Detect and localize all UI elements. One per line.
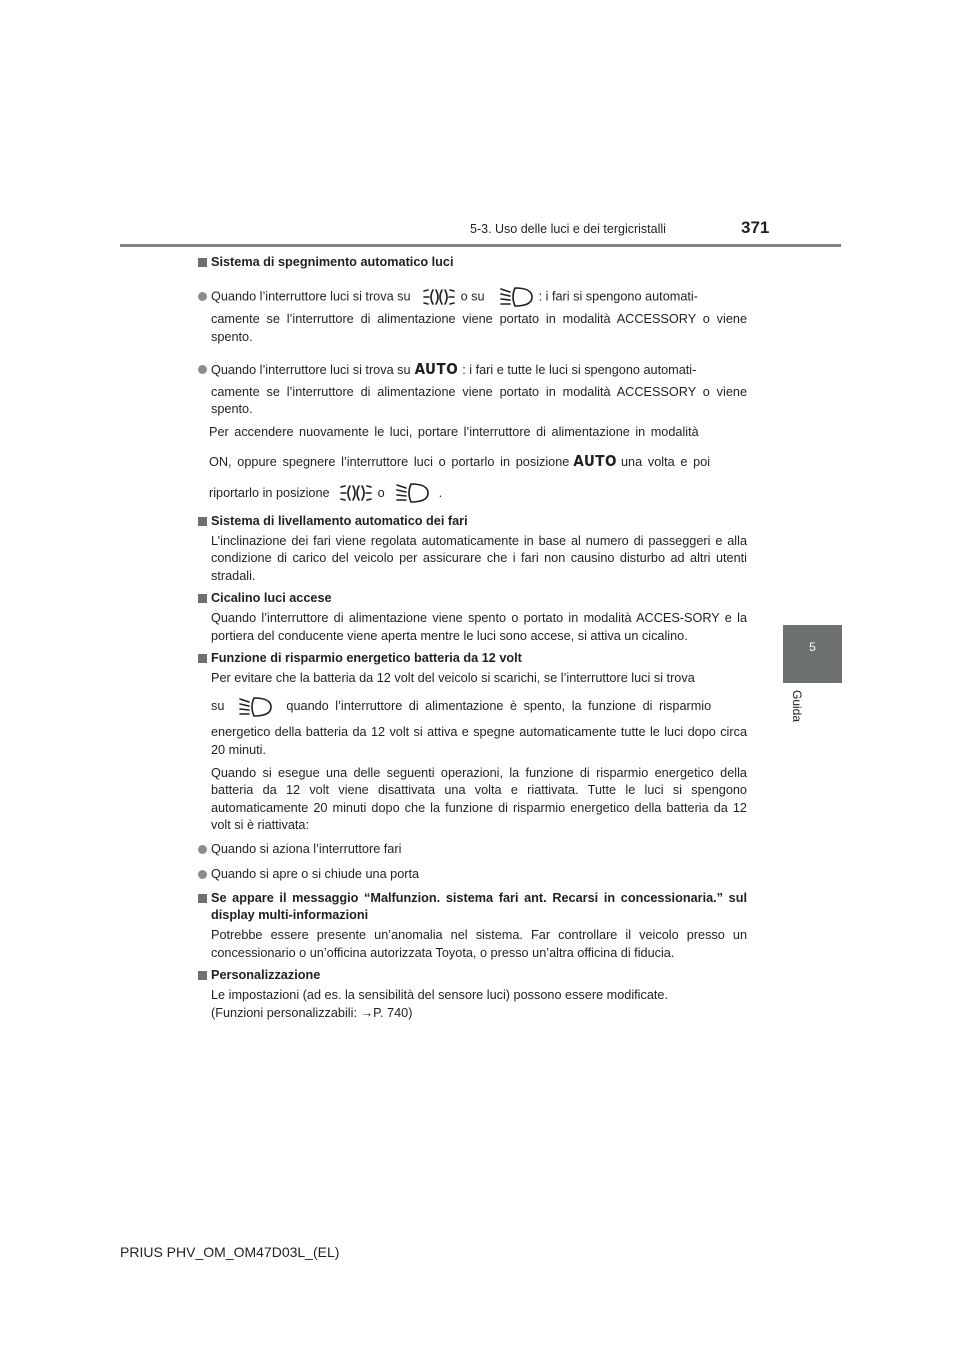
- round-bullet-icon: [198, 870, 207, 879]
- header-section-title: 5-3. Uso delle luci e dei tergicristalli: [470, 222, 666, 236]
- paragraph: energetico della batteria da 12 volt si attiva e spegne automaticamente tutte le luci dopo circa 20 minuti.: [211, 725, 747, 757]
- cross-reference: (Funzioni personalizzabili: →P. 740): [211, 1005, 413, 1020]
- section-heading: [198, 650, 747, 667]
- square-bullet-icon: [198, 894, 207, 903]
- square-bullet-icon: [198, 258, 207, 267]
- header-rule: [120, 244, 841, 247]
- square-bullet-icon: [198, 654, 207, 663]
- auto-mode-icon: AUTO: [414, 359, 459, 378]
- low-beam-headlight-icon: [238, 696, 272, 718]
- paragraph: Per evitare che la batteria da 12 volt del veicolo si scarichi, se l’interruttore luci si trova: [211, 671, 695, 686]
- section-heading: [198, 890, 747, 925]
- footer-document-code: PRIUS PHV_OM_OM47D03L_(EL): [120, 1244, 340, 1260]
- section-heading: [198, 590, 747, 607]
- paragraph: ON, oppure spegnere l’interruttore luci o portarlo in posizione AUTO una volta e poi: [209, 451, 711, 470]
- heading-text: Funzione di risparmio energetico batteria da 12 volt: [211, 650, 522, 665]
- paragraph: Quando l’interruttore di alimentazione viene spento o portato in modalità ACCES-SORY e la portiera del conducente viene aperta mentre le luci sono accese, si attiva un cicalino.: [211, 611, 747, 643]
- list-item: Quando si aziona l’interruttore fari: [198, 841, 747, 858]
- heading-text: Sistema di spegnimento automatico luci: [211, 255, 454, 269]
- heading-text: Sistema di livellamento automatico dei fari: [211, 513, 468, 528]
- chapter-tab-label: Guida: [790, 690, 804, 723]
- section-heading: [198, 513, 747, 530]
- paragraph: Le impostazioni (ad es. la sensibilità del sensore luci) possono essere modificate.: [211, 988, 668, 1003]
- parking-lights-icon: [340, 483, 372, 504]
- list-item: Quando si apre o si chiude una porta: [198, 866, 747, 883]
- chapter-tab: [783, 625, 842, 683]
- paragraph: Potrebbe essere presente un’anomalia nel sistema. Far controllare il veicolo presso un concessionario o un’officina autorizzata Toyota, o presso un’altra officina di fiducia.: [211, 928, 747, 960]
- round-bullet-icon: [198, 365, 207, 374]
- paragraph: riportarlo in posizione o .: [209, 482, 747, 504]
- list-item: Quando l’interruttore luci si trova su AUTO : i fari e tutte le luci si spengono automati-: [198, 359, 747, 380]
- parking-lights-icon: [423, 287, 455, 308]
- square-bullet-icon: [198, 971, 207, 980]
- chapter-tab-number: 5: [809, 640, 816, 654]
- square-bullet-icon: [198, 594, 207, 603]
- paragraph: Quando si esegue una delle seguenti operazioni, la funzione di risparmio energetico della batteria da 12 volt viene disattivata una volta e riattivata. Tutte le luci si spengono automaticamente 20 minuti dopo che la funzione di risparmio energetico della batteria da 12 volt si è riattivata:: [211, 766, 747, 832]
- list-item-continuation: camente se l’interruttore di alimentazione viene portato in modalità ACCESSORY o viene spento.: [211, 384, 747, 417]
- list-item: Quando l’interruttore luci si trova su o su : i fari si spengono automati-: [198, 286, 747, 307]
- round-bullet-icon: [198, 292, 207, 301]
- heading-text: Se appare il messaggio “Malfunzion. sistema fari ant. Recarsi in concessionaria.” sul display multi-informazioni: [211, 890, 747, 923]
- auto-mode-icon: AUTO: [573, 451, 617, 470]
- round-bullet-icon: [198, 845, 207, 854]
- page-number: 371: [741, 218, 770, 237]
- list-item-continuation: camente se l’interruttore di alimentazione viene portato in modalità ACCESSORY o viene spento.: [211, 312, 747, 344]
- heading-text: Personalizzazione: [211, 968, 321, 983]
- low-beam-headlight-icon: [395, 482, 429, 504]
- paragraph: L’inclinazione dei fari viene regolata automaticamente in base al numero di passeggeri e alla condizione di carico del veicolo per assicurare che i fari non causino disturbo ad altri utenti stradali.: [211, 534, 747, 583]
- paragraph: su quando l’interruttore di alimentazione è spento, la funzione di risparmio: [211, 695, 747, 717]
- section-heading: [198, 254, 747, 271]
- paragraph: Per accendere nuovamente le luci, portare l’interruttore di alimentazione in modalità: [209, 425, 699, 440]
- page-content: [211, 254, 747, 1022]
- square-bullet-icon: [198, 517, 207, 526]
- heading-text: Cicalino luci accese: [211, 590, 332, 605]
- low-beam-headlight-icon: [499, 286, 533, 308]
- section-heading: [198, 967, 747, 984]
